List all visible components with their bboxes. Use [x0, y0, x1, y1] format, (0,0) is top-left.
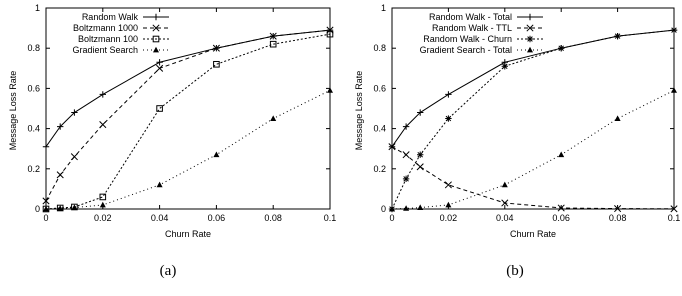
legend-marker [527, 36, 533, 42]
y-tick-label: 0.2 [373, 163, 386, 174]
data-point [43, 143, 49, 149]
data-point [403, 176, 409, 182]
data-point [615, 115, 621, 121]
panel-caption: (b) [506, 263, 524, 279]
legend-marker [527, 47, 533, 53]
y-tick-label: 0.4 [27, 123, 40, 134]
data-point [71, 154, 77, 160]
series-line [392, 30, 674, 209]
data-point [100, 194, 106, 200]
series-line [392, 147, 674, 209]
y-tick-label: 0.2 [27, 163, 40, 174]
data-point [671, 27, 677, 33]
x-tick-label: 0.08 [264, 213, 282, 223]
panel-caption: (a) [159, 263, 177, 279]
legend-label: Boltzmann 1000 [72, 23, 138, 33]
legend-label: Gradient Search - Total [419, 45, 512, 55]
data-point [100, 121, 106, 127]
y-tick-label: 0.6 [27, 83, 40, 94]
data-point [71, 204, 77, 210]
data-point [57, 172, 63, 178]
legend-marker [153, 47, 159, 53]
x-tick-label: 0.06 [552, 213, 570, 223]
y-tick-label: 1 [380, 3, 386, 13]
x-tick-label: 0.08 [608, 213, 627, 223]
data-point [157, 182, 163, 188]
chart-panel-b [354, 3, 680, 279]
y-tick-label: 0.8 [27, 43, 40, 54]
data-point [502, 63, 508, 69]
legend-item-gradient-search [72, 45, 169, 55]
x-tick-label: 0 [389, 213, 395, 223]
data-point [614, 33, 620, 39]
y-tick-label: 1 [34, 3, 40, 13]
legend-item-random-walk-churn [423, 34, 543, 44]
data-point [270, 115, 276, 121]
legend-label: Random Walk - TTL [431, 23, 512, 33]
data-point [445, 91, 451, 97]
data-point [157, 106, 163, 112]
legend-item-boltzmann-100 [78, 34, 169, 44]
legend-item-random-walk [82, 12, 169, 22]
legend [420, 12, 543, 55]
series-random-walk-ttl [389, 143, 677, 212]
x-tick-label: 0.1 [667, 213, 681, 223]
x-tick-label: 0.02 [439, 213, 458, 223]
y-tick-label: 0.6 [373, 83, 386, 94]
y-tick-label: 0 [34, 204, 40, 214]
legend-item-boltzmann-1000 [73, 23, 169, 33]
data-point [403, 152, 409, 158]
legend-label: Gradient Search [72, 45, 138, 55]
chart-panel-a [8, 3, 336, 279]
x-tick-label: 0.02 [94, 213, 112, 223]
x-tick-label: 0 [43, 213, 49, 223]
series-gradient-search-total [389, 87, 677, 211]
data-point [417, 152, 423, 158]
data-point [100, 91, 106, 97]
data-point [445, 202, 451, 208]
y-tick-label: 0.4 [373, 123, 386, 134]
y-axis-label: Message Loss Rate [8, 70, 18, 151]
legend-label: Random Walk [81, 12, 138, 22]
legend-item-random-walk-ttl [432, 23, 543, 33]
legend-label: Random Walk - Total [428, 12, 512, 22]
data-point [417, 164, 423, 170]
series-line [392, 90, 674, 209]
y-axis-label: Message Loss Rate [354, 70, 364, 151]
legend-marker [153, 14, 159, 20]
data-point [156, 65, 162, 71]
data-point [213, 152, 219, 158]
legend-item-gradient-search-total [420, 45, 543, 55]
series-line [46, 34, 330, 209]
x-axis-label: Churn Rate [164, 229, 212, 239]
y-tick-label: 0 [380, 204, 386, 214]
data-point [445, 115, 451, 121]
data-point [445, 182, 451, 188]
x-tick-label: 0.1 [323, 213, 337, 223]
legend-label: Random Walk - Churn [423, 34, 512, 44]
x-tick-label: 0.04 [496, 213, 514, 223]
legend-item-random-walk-total [429, 12, 543, 22]
data-point [156, 59, 162, 65]
series-gradient-search [43, 87, 333, 211]
x-axis-label: Churn Rate [509, 229, 557, 239]
data-point [558, 45, 564, 51]
legend-marker [527, 14, 533, 20]
y-tick-label: 0.8 [373, 43, 386, 54]
x-tick-label: 0.06 [207, 213, 226, 223]
legend [72, 12, 169, 55]
data-point [558, 152, 564, 158]
data-point [502, 182, 508, 188]
x-tick-label: 0.04 [150, 213, 169, 223]
data-point [417, 204, 423, 210]
data-point [100, 202, 106, 208]
legend-label: Boltzmann 100 [77, 34, 138, 44]
series-line [46, 90, 330, 209]
